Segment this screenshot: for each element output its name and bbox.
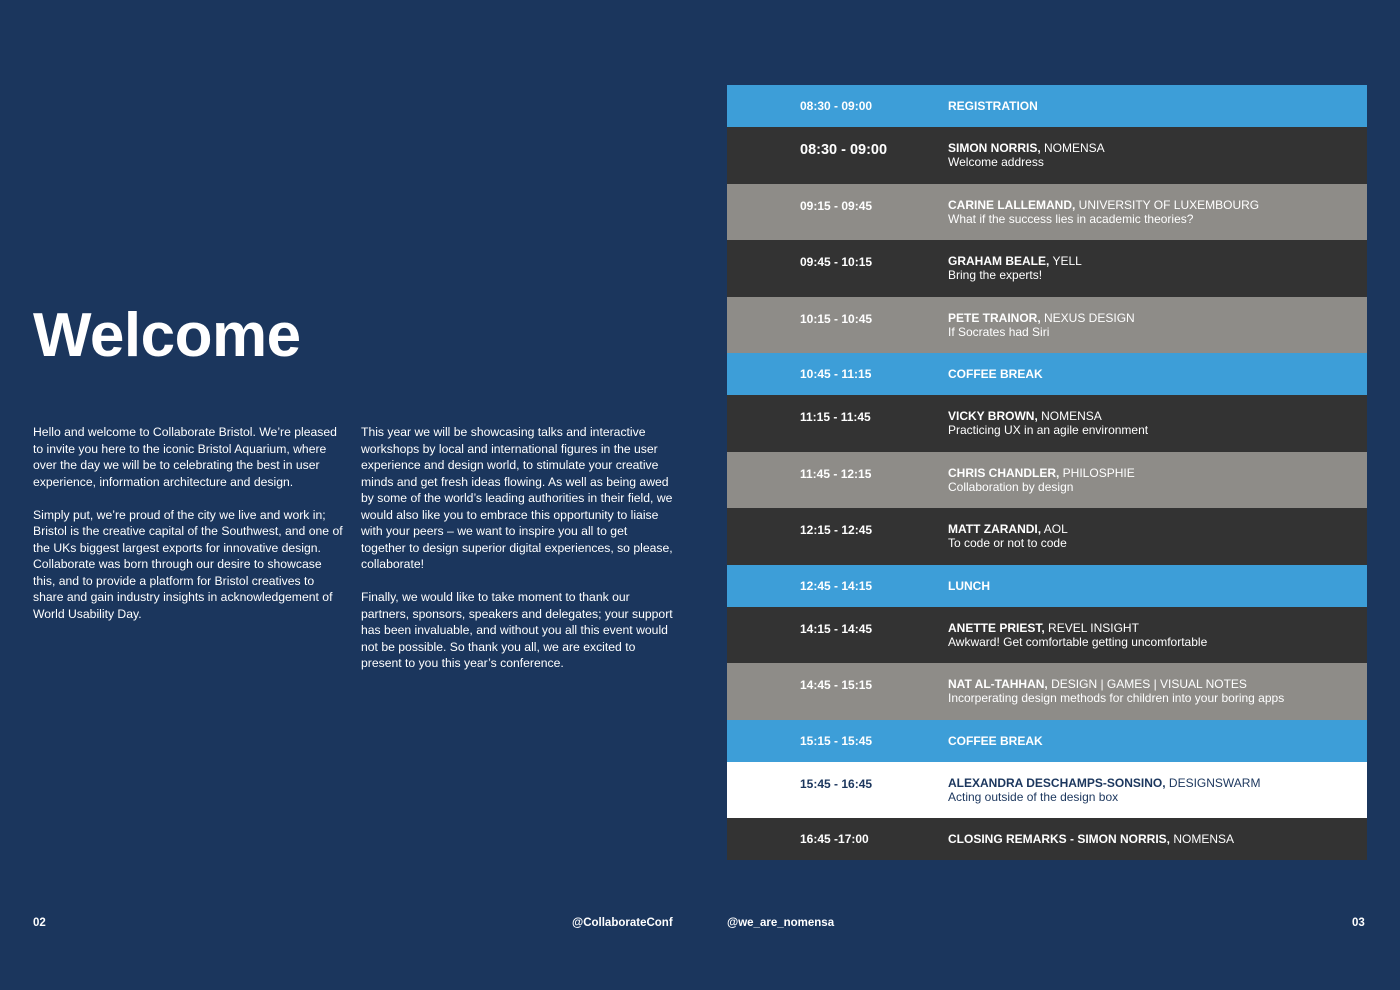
speaker-org: UNIVERSITY OF LUXEMBOURG	[1075, 197, 1260, 212]
session-time: 14:45 - 15:15	[800, 678, 873, 692]
speaker-org: DESIGN | GAMES | VISUAL NOTES	[1047, 677, 1247, 691]
session-title: COFFEE BREAK	[948, 733, 1043, 748]
session-time: 15:15 - 15:45	[800, 733, 873, 748]
session-time: 11:45 - 12:15	[800, 466, 872, 481]
speaker-org: AOL	[1041, 522, 1068, 536]
speaker-org: PHILOSPHIE	[1059, 465, 1135, 480]
session-time: 08:30 - 09:00	[800, 99, 873, 113]
intro-paragraph: Simply put, we’re proud of the city we live and work in; Bristol is the creative capital of the Southwest, and one of the UKs biggest largest exports for innovative design. Collaborate was born through our desire to showcase this, and to provide a platform for Bristol creatives to share and gain industry insights in acknowledgement of World Usability Day.	[33, 507, 343, 621]
session-time: 14:15 - 14:45	[800, 621, 873, 636]
talk-title: If Socrates had Siri	[948, 324, 1050, 339]
session-time: 10:15 - 10:45	[800, 311, 873, 326]
talk-title: Collaboration by design	[948, 479, 1074, 494]
intro-column-1	[33, 424, 343, 639]
schedule-row	[727, 395, 1367, 452]
session-time: 08:30 - 09:00	[800, 142, 888, 158]
schedule-table	[727, 85, 1367, 860]
intro-paragraph: This year we will be showcasing talks and interactive workshops by local and international figures in the user experience and design world, to stimulate your creative minds and get fresh ideas flowing. As well as being awed by some of the world’s leading authorities in their field, we would also like you to embrace this opportunity to liaise with your peers – we want to inspire you all to get together to design superior digital experiences, so please, collaborate!	[361, 425, 673, 571]
twitter-handle-left: @CollaborateConf	[572, 917, 673, 929]
speaker-org: YELL	[1049, 254, 1082, 268]
speaker-org: REVEL INSIGHT	[1044, 620, 1139, 635]
speaker-name: CHRIS CHANDLER,	[948, 465, 1060, 480]
schedule-row-break	[727, 720, 1367, 762]
schedule-row	[727, 663, 1367, 720]
schedule-row	[727, 297, 1367, 354]
twitter-handle-right: @we_are_nomensa	[727, 917, 835, 929]
speaker-org: DESIGNSWARM	[1165, 775, 1261, 790]
speaker-name: ANETTE PRIEST,	[948, 620, 1045, 635]
intro-paragraph: Finally, we would like to take moment to thank our partners, sponsors, speakers and delegates; your support has been invaluable, and without you all this event would not be possible. So thank you all, we are excited to present to you this year’s conference.	[361, 590, 673, 670]
speaker-name: CARINE LALLEMAND,	[948, 197, 1076, 212]
speaker-name: SIMON NORRIS,	[948, 141, 1041, 155]
talk-title: Welcome address	[948, 155, 1044, 169]
talk-title: Acting outside of the design box	[948, 789, 1119, 804]
speaker-name: GRAHAM BEALE,	[948, 254, 1050, 268]
schedule-row-break	[727, 85, 1367, 127]
talk-title: Practicing UX in an agile environment	[948, 423, 1149, 437]
schedule-row	[727, 508, 1367, 565]
schedule-row-break	[727, 353, 1367, 395]
speaker-name: MATT ZARANDI,	[948, 522, 1042, 536]
session-time: 09:15 - 09:45	[800, 198, 873, 213]
page-number-left: 02	[33, 917, 46, 929]
talk-title: Incorperating design methods for children into your boring apps	[948, 691, 1285, 705]
session-time: 12:15 - 12:45	[800, 523, 873, 537]
talk-title: To code or not to code	[948, 536, 1067, 550]
speaker-org: NOMENSA	[1037, 409, 1102, 423]
session-time: 15:45 - 16:45	[800, 776, 873, 791]
speaker-org: NEXUS DESIGN	[1040, 310, 1135, 325]
talk-title: What if the success lies in academic theories?	[948, 211, 1194, 226]
speaker-name: NAT AL-TAHHAN,	[948, 677, 1048, 691]
speaker-name: CLOSING REMARKS - SIMON NORRIS,	[948, 832, 1171, 846]
speaker-name: PETE TRAINOR,	[948, 310, 1041, 325]
session-time: 11:15 - 11:45	[800, 410, 871, 424]
speaker-org: NOMENSA	[1170, 832, 1235, 846]
session-time: 09:45 - 10:15	[800, 255, 873, 269]
schedule-row-break	[727, 565, 1367, 607]
page-title: Welcome	[33, 301, 301, 370]
schedule-row-highlight	[727, 762, 1367, 819]
schedule-row	[727, 452, 1367, 509]
session-title: COFFEE BREAK	[948, 367, 1043, 381]
talk-title: Awkward! Get comfortable getting uncomfortable	[948, 634, 1208, 649]
schedule-row	[727, 818, 1367, 860]
speaker-name: ALEXANDRA DESCHAMPS-SONSINO,	[948, 775, 1166, 790]
speaker-name: VICKY BROWN,	[948, 409, 1038, 423]
session-title: REGISTRATION	[948, 99, 1038, 113]
speaker-org: NOMENSA	[1040, 141, 1105, 155]
session-time: 16:45 -17:00	[800, 832, 869, 846]
talk-title: Bring the experts!	[948, 268, 1043, 282]
schedule-row	[727, 184, 1367, 241]
session-title: LUNCH	[948, 578, 990, 593]
session-time: 12:45 - 14:15	[800, 578, 873, 593]
session-time: 10:45 - 11:15	[800, 367, 872, 381]
schedule-row	[727, 127, 1367, 184]
page-number-right: 03	[1352, 917, 1365, 929]
intro-paragraph: Hello and welcome to Collaborate Bristol. We’re pleased to invite you here to the iconic Bristol Aquarium, where over the day we will be to celebrating the best in user experience, information architecture and design.	[33, 425, 337, 489]
schedule-row	[727, 607, 1367, 664]
schedule-row	[727, 240, 1367, 297]
intro-column-2	[361, 424, 673, 688]
